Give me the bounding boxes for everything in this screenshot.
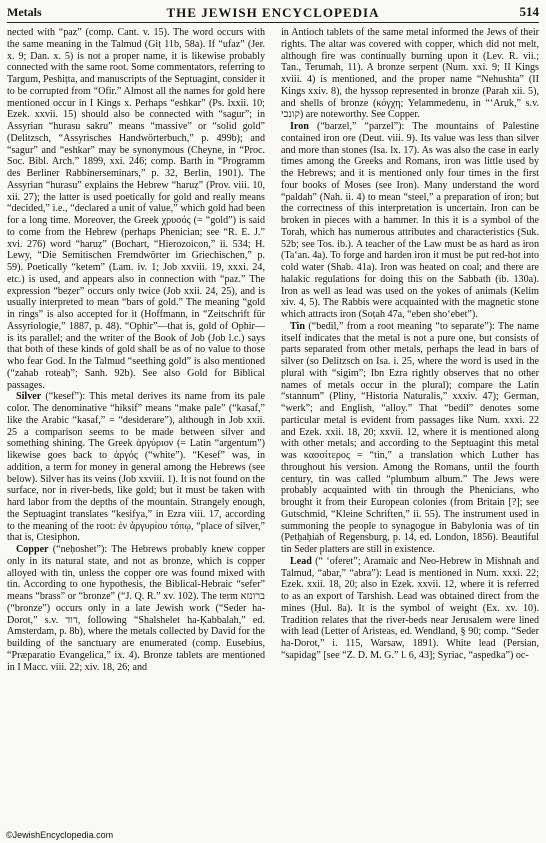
tin-headword: Tin [290, 320, 305, 332]
page-header [7, 4, 539, 23]
iron-headword: Iron [290, 121, 309, 132]
silver-text: (“kesef”): This metal derives its name from its pale color. The denominative “hiksif” means “make pale” (“kasaf,” like the Arabic “kasaf,” = “desiderare”), although in Job xxii. 25 a comparison seems to be made between silver and something shining. The Greek ἀργύριον (= Latin “argentum”) likewise goes back to ἀργός (“white”). “Kesef” was, in addition, a term for money in general among the Hebrews (see below). Silver has its veins (Job xxviii. 1). It is not found on the surface, nor in river-beds, like gold; but it must be taken with hard labor from the depths of the mountain. Strangely enough, the Septuagint translates “kesifya,” in Ezra viii. 17, according to the meaning of the root: ἐν ἀργυρίου τόπῳ, “place of silver,” that is, Ctesiphon. [7, 391, 265, 544]
copper-text: (“neḥoshet”): The Hebrews probably knew copper only in its natural state, and not as bronze, which is copper alloyed with tin, unless the copper ore was found mixed with tin. According to one hypothesis, the Biblical-Hebraic “sefer” means “brass” or “bronze” (“J. Q. R.” xv. 102). The term ברונזא (“bronze”) occurs only in a late Jewish work (“Seder ha-Dorot,” s.v. דוד, following “Shalshelet ha-Ḳabbalah,” ed. Amsterdam, p. 8b), where the metals collected by David for the building of the sanctuary are enumerated (comp. Eusebius, “Præparatio Evangelica,” ix. 4). Bronze tablets are mentioned in I Macc. viii. 22; xiv. 18, 26; and [7, 544, 265, 673]
lead-text: (“ ‘oferet”; Aramaic and Neo-Hebrew in Mishnah and Talmud, “abar,” “abra”): Lead is mentioned in Num. xxxi. 22; Ezek. xxii. 18, 20; also in Ezek. xxvii. 12, where it is referred to as an export of Tarshish. Lead was obtained direct from the mines (Ḥul. 8a). It is the symbol of weight (Ex. xv. 10). Tradition relates that the river-beds near Jerusalem were lined with lead (Letter of Aristeas, ed. Wendland, § 90; comp. “Seder ha-Dorot,” i. 115, Warsaw, 1891). White lead (Persian, “sapidag” [see “Z. D. M. G.” l. 6, 43]; Syriac, “aspedka”) oc- [281, 555, 539, 661]
silver-entry [7, 391, 265, 544]
copper-entry [7, 544, 265, 673]
page-number: 514 [519, 4, 539, 19]
lead-headword: Lead [290, 555, 312, 567]
tin-entry [281, 321, 539, 556]
iron-entry [281, 121, 539, 321]
publication-title: THE JEWISH ENCYCLOPEDIA [166, 5, 380, 20]
tin-text: (“bedil,” from a root meaning “to separate”): The name itself indicates that the metal is not a pure one, but consists of parts separated from other metals, perhaps the lead in bars of silver (so Delitzsch on Isa. i. 25, where the word is used in the plural with “sigim”; Ibn Ezra rightly observes that no other names of metals occur in the plural); compare the Latin “stannum” (Pliny, “Historia Naturalis,” xxxiv. 47); German, “werk”; and English, “alloy.” That “bedil” denotes some particular metal is evident from passages like Num. xxxi. 22 and Ezek. xxii. 18, 20; xxvii. 12, where it is mentioned along with other metals; and according to the Septuagint this metal was κασσίτερος = “tin,” a translation which Luther has throughout his version. Among the Romans, until the fourth century, tin was called “plumbum album.” The Jews were probably acquainted with tin through the Phenicians, who brought it from their European colonies (from Britain [?]; see Gutschmid, “Kleine Schriften,” ii. 55). The instrument used in summoning the people to synagogue in Babylonia was of tin (Petḥaḥiah of Regensburg, p. 14, ed. London, 1856). Beautiful tin Seder platters are still in existence. [281, 320, 539, 555]
right-column [281, 27, 539, 827]
lead-entry [281, 556, 539, 662]
copper-headword: Copper [16, 544, 49, 555]
silver-headword: Silver [16, 391, 42, 403]
iron-text: (“barzel,” “parzel”): The mountains of Palestine contained iron ore (Deut. viii. 9). Its value was less than silver and more than stones (Isa. lx. 17). As was also the case in early times among the Greeks and Romans, iron was little used by the Hebrews; and it is mentioned only four times in the first four books of Moses (see Iron). Many understand the word “paldah” (Nah. ii. 4) to mean “steel,” a preparation of iron; but the correctness of this interpretation is uncertain. Iron can be broken in pieces with a hammer. In this it is a symbol of the Torah, which has numerous attributes and characteristics (Suk. 52b; see Tos. ib.). A teacher of the Law must be as hard as iron (Ta‘an. 4a). To forge and harden iron it must be put red-hot into cold water (Shab. 41a). Iron was heated on coal; and there are halakic regulations for doing this on the Sabbath (ib. 130a). Iron as well as lead was used on the yokes of animals (Kelim xiv. 4, 5). The Rabbis were acquainted with the magnetic stone which attracts iron (Soṭah 47a, “eben sho‘ebet”). [281, 121, 539, 320]
gold-continuation: nected with “paz” (comp. Cant. v. 15). The word occurs with the same meaning in the Talmud (Giṭ 11b, 58a). If “ufaz” (Jer. x. 9; Dan. x. 5) is not a proper name, it is likewise probably connected with the same root. Some commentators, referring to Targum, Peshiṭta, and manuscripts of the Septuagint, consider it to be corrupted from “Ofir.” Almost all the names for gold here mentioned occur in I Kings x. Perhaps “eshkar” (Ps. lxxii. 10; Ezek. xxvii. 15) should also be connected with “sagur”; in Assyrian “hurasu sakru” means “massive” or “solid gold” (Delitzsch, “Assyrisches Handwörterbuch,” p. 499b); and “sagur” and “eshkar” may be synonymous (Cheyne, in “Proc. Soc. Bibl. Arch.” 1899, xxi. 246; comp. Barth in “Programm des Berliner Rabbinerseminars,” p. 32, Berlin, 1901). The Assyrian “hurasu” explains the Hebrew “haruẓ” (Prov. viii. 10, xii. 27); the latter is used poetically for gold and really means “decided,” i.e., “declared a unit of value,” which gold had been for a long time. Moreover, the Greek χρυσός (= “gold”) is said to come from the Hebrew (perhaps Phenician; see “R. E. J.” xvi. 276) word “haruẓ” (Bochart, “Hierozoicon,” ii. 534; H. Lewy, “Die Semitischen Fremdwörter im Griechischen,” p. 59). Poetically “ketem” (Lam. iv. 1; Job xxviii. 19, xxxi. 24, etc.) is used, and appears also in connection with “paz.” The expression “beẓer” occurs only twice (Job xxii. 24, 25), and is usually interpreted to mean “bars of gold.” The meaning “gold in rings” is also accepted for it (Hoffmann, in “Zeitschrift für Assyriologie,” 1887, p. 48). “Ophir”—that is, gold of Ophir—is its parallel; and the writer of the Book of Job (Job l.c.) says that both of these kinds of gold shall be as of no value to those who fear God. In the Talmud “seething gold” is also mentioned (“zahab roteaḥ”; Sanh. 92b). See also Gold for Biblical passages. [7, 27, 265, 391]
copyright-footer: ©JewishEncyclopedia.com [6, 830, 114, 840]
copper-continuation: in Antioch tablets of the same metal informed the Jews of their rights. The altar was covered with copper, which did not melt, although fire was continually burning upon it (Lev. R. vii.; Tan., Terumah, 11). A bronze serpent (Num. xxi. 9; II Kings xviii. 4) is mentioned, and the proper name “Nehushta” (II Kings xxiv. 8), the hyssop represented in bronze (Parah xii. 5), and shells of bronze (κόγχη; Yelammedenu, in “‘Aruk,” s.v. קונכי) are noteworthy. See Copper. [281, 27, 539, 121]
left-column [7, 27, 265, 827]
section-title: Metals [7, 5, 42, 19]
